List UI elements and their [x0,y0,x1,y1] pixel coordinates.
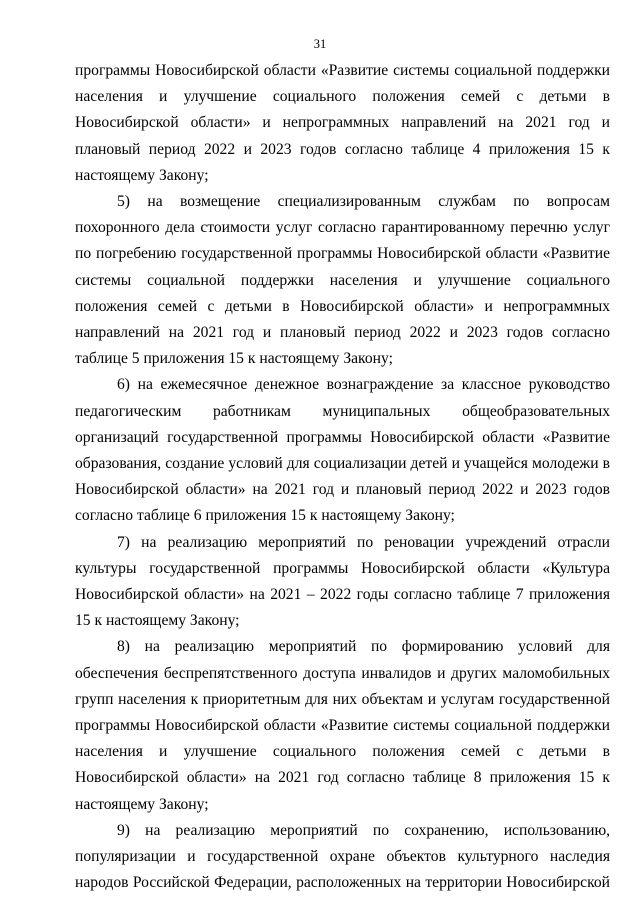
document-body [75,58,610,897]
paragraph-item-5: 5) на возмещение специализированным службам по вопросам похоронного дела стоимости услуг согласно гарантированному перечню услуг по погребению государственной программы Новосибирской области «Развитие системы социальной поддержки населения и улучшение социального положения семей с детьми в Новосибирской области» и непрограммных направлений на 2021 год и плановый период 2022 и 2023 годов согласно таблице 5 приложения 15 к настоящему Закону; [75,193,610,368]
paragraph-continuation: программы Новосибирской области «Развитие системы социальной поддержки населения и улучшение социального положения семей с детьми в Новосибирской области» и непрограммных направлений на 2021 год и плановый период 2022 и 2023 годов согласно таблице 4 приложения 15 к настоящему Закону; [75,62,610,184]
paragraph-item-7: 7) на реализацию мероприятий по реновации учреждений отрасли культуры государственной программы Новосибирской области «Культура Новосибирской области» на 2021 – 2022 годы согласно таблице 7 приложения 15 к настоящему Закону; [75,533,610,630]
paragraph-item-9: 9) на реализацию мероприятий по сохранению, использованию, популяризации и государственной охране объектов культурного наследия народов Российской Федерации, расположенных на территории Новосибирской [75,821,610,892]
paragraph-item-8: 8) на реализацию мероприятий по формированию условий для обеспечения беспрепятственного доступа инвалидов и других маломобильных групп населения к приоритетным для них объектам и услугам государственной программы Новосибирской области «Развитие системы социальной поддержки населения и улучшение социального положения семей с детьми в Новосибирской области» на 2021 год согласно таблице 8 приложения 15 к настоящему Закону; [75,638,610,813]
page-number: 31 [313,37,327,51]
paragraph-item-6: 6) на ежемесячное денежное вознаграждение за классное руководство педагогическим работникам муниципальных общеобразовательных организаций государственной программы Новосибирской области «Развитие образования, создание условий для социализации детей и учащейся молодежи в Новосибирской области» на 2021 год и плановый период 2022 и 2023 годов согласно таблице 6 приложения 15 к настоящему Закону; [75,376,610,525]
